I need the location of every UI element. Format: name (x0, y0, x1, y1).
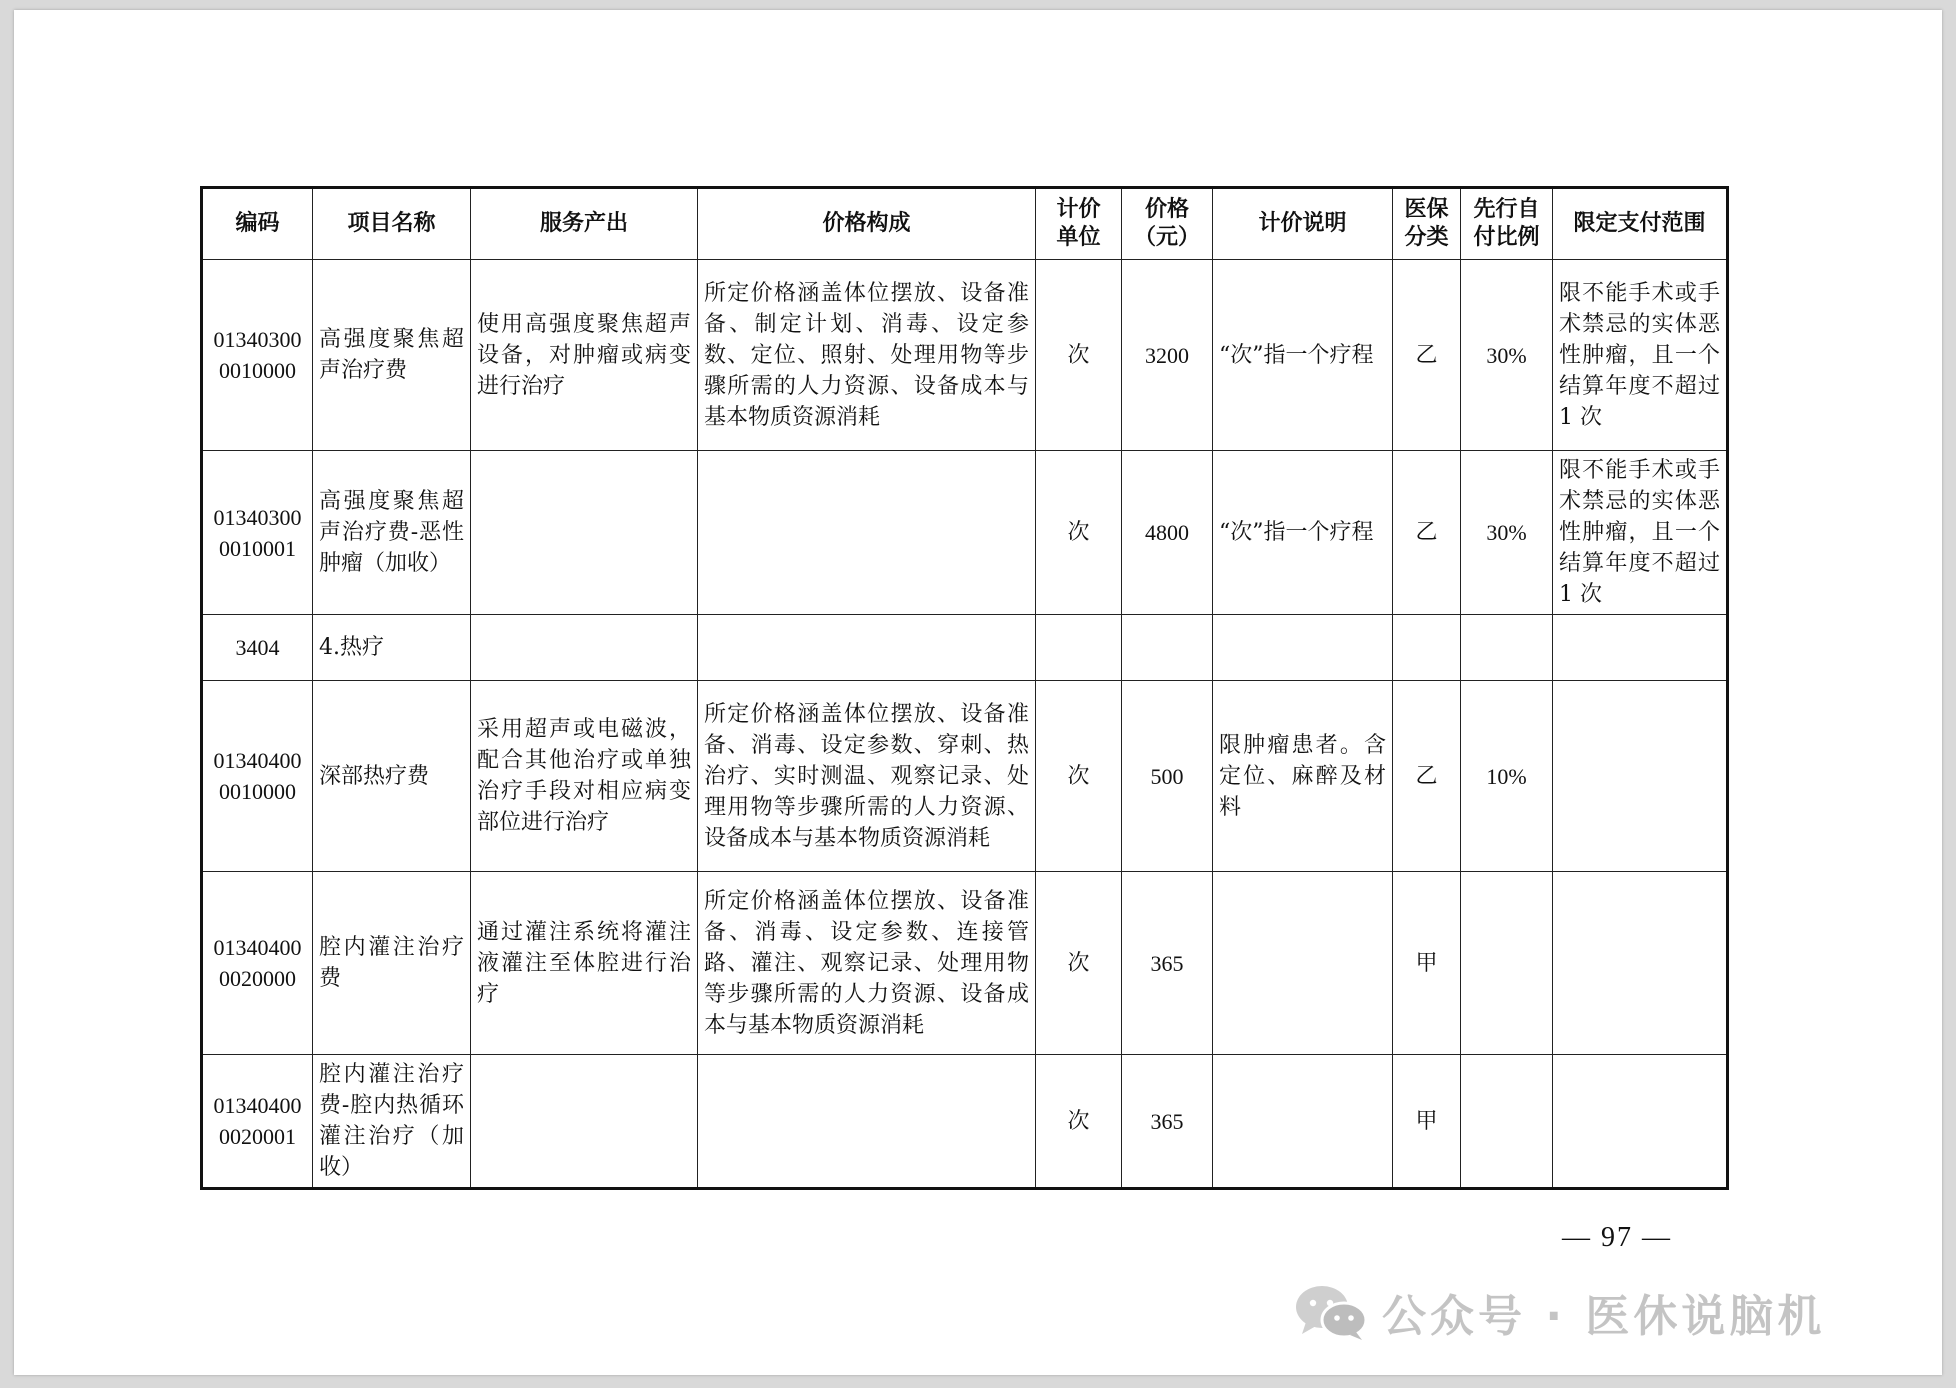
header-code: 编码 (202, 188, 313, 260)
header-service: 服务产出 (471, 188, 698, 260)
header-composition: 价格构成 (698, 188, 1036, 260)
cell-unit: 次 (1036, 260, 1122, 451)
cell-self-pay (1461, 615, 1553, 681)
wechat-icon (1292, 1282, 1370, 1342)
cell-service (471, 615, 698, 681)
header-price: 价格 （元） (1122, 188, 1213, 260)
header-insurance: 医保 分类 (1393, 188, 1461, 260)
cell-service (471, 1055, 698, 1189)
watermark-text: 公众号 · 医休说脑机 (1382, 1291, 1826, 1342)
page-number: — 97 — (1562, 1222, 1672, 1253)
cell-composition (698, 1055, 1036, 1189)
cell-note: 限肿瘤患者。含定位、麻醉及材料 (1213, 681, 1393, 872)
cell-name: 高强度聚焦超声治疗费 (313, 260, 471, 451)
table-header-row (202, 188, 1728, 260)
cell-unit: 次 (1036, 451, 1122, 615)
cell-code: 01340400 0010000 (202, 681, 313, 872)
cell-self-pay (1461, 1055, 1553, 1189)
cell-insurance: 乙 (1393, 260, 1461, 451)
cell-code: 01340300 0010000 (202, 260, 313, 451)
cell-insurance (1393, 615, 1461, 681)
cell-code: 01340400 0020000 (202, 872, 313, 1055)
cell-composition: 所定价格涵盖体位摆放、设备准备、消毒、设定参数、穿刺、热治疗、实时测温、观察记录、处理用物等步骤所需的人力资源、设备成本与基本物质资源消耗 (698, 681, 1036, 872)
cell-service (471, 451, 698, 615)
cell-limit (1553, 615, 1728, 681)
cell-self-pay: 30% (1461, 260, 1553, 451)
cell-service: 采用超声或电磁波，配合其他治疗或单独治疗手段对相应病变部位进行治疗 (471, 681, 698, 872)
cell-limit (1553, 872, 1728, 1055)
cell-composition (698, 615, 1036, 681)
header-name: 项目名称 (313, 188, 471, 260)
cell-price (1122, 615, 1213, 681)
cell-limit: 限不能手术或手术禁忌的实体恶性肿瘤，且一个结算年度不超过 1 次 (1553, 260, 1728, 451)
cell-insurance: 甲 (1393, 872, 1461, 1055)
cell-self-pay (1461, 872, 1553, 1055)
cell-code: 01340300 0010001 (202, 451, 313, 615)
cell-note: “次”指一个疗程 (1213, 260, 1393, 451)
table-row (202, 681, 1728, 872)
watermark (1292, 1280, 1825, 1344)
cell-self-pay: 10% (1461, 681, 1553, 872)
cell-composition: 所定价格涵盖体位摆放、设备准备、制定计划、消毒、设定参数、定位、照射、处理用物等步骤所需的人力资源、设备成本与基本物质资源消耗 (698, 260, 1036, 451)
header-limit: 限定支付范围 (1553, 188, 1728, 260)
cell-name: 腔内灌注治疗费 (313, 872, 471, 1055)
cell-unit: 次 (1036, 872, 1122, 1055)
cell-note: “次”指一个疗程 (1213, 451, 1393, 615)
header-unit: 计价 单位 (1036, 188, 1122, 260)
table-row (202, 615, 1728, 681)
cell-insurance: 甲 (1393, 1055, 1461, 1189)
document-page (14, 10, 1942, 1375)
cell-self-pay: 30% (1461, 451, 1553, 615)
cell-price: 3200 (1122, 260, 1213, 451)
cell-code: 01340400 0020001 (202, 1055, 313, 1189)
table-row (202, 1055, 1728, 1189)
cell-service: 通过灌注系统将灌注液灌注至体腔进行治疗 (471, 872, 698, 1055)
header-self-pay: 先行自 付比例 (1461, 188, 1553, 260)
cell-note (1213, 615, 1393, 681)
cell-code: 3404 (202, 615, 313, 681)
cell-unit (1036, 615, 1122, 681)
cell-price: 500 (1122, 681, 1213, 872)
cell-composition: 所定价格涵盖体位摆放、设备准备、消毒、设定参数、连接管路、灌注、观察记录、处理用物等步骤所需的人力资源、设备成本与基本物质资源消耗 (698, 872, 1036, 1055)
price-table (200, 186, 1729, 1190)
cell-price: 365 (1122, 1055, 1213, 1189)
cell-limit (1553, 1055, 1728, 1189)
cell-limit (1553, 681, 1728, 872)
table-row (202, 872, 1728, 1055)
cell-unit: 次 (1036, 681, 1122, 872)
cell-name: 高强度聚焦超声治疗费-恶性肿瘤（加收） (313, 451, 471, 615)
cell-note (1213, 872, 1393, 1055)
cell-insurance: 乙 (1393, 451, 1461, 615)
cell-price: 4800 (1122, 451, 1213, 615)
cell-name: 腔内灌注治疗费-腔内热循环灌注治疗（加收） (313, 1055, 471, 1189)
cell-price: 365 (1122, 872, 1213, 1055)
cell-service: 使用高强度聚焦超声设备，对肿瘤或病变进行治疗 (471, 260, 698, 451)
header-note: 计价说明 (1213, 188, 1393, 260)
cell-name: 深部热疗费 (313, 681, 471, 872)
cell-insurance: 乙 (1393, 681, 1461, 872)
cell-composition (698, 451, 1036, 615)
cell-name: 4.热疗 (313, 615, 471, 681)
table-row (202, 260, 1728, 451)
cell-note (1213, 1055, 1393, 1189)
cell-unit: 次 (1036, 1055, 1122, 1189)
cell-limit: 限不能手术或手术禁忌的实体恶性肿瘤，且一个结算年度不超过 1 次 (1553, 451, 1728, 615)
table-row (202, 451, 1728, 615)
